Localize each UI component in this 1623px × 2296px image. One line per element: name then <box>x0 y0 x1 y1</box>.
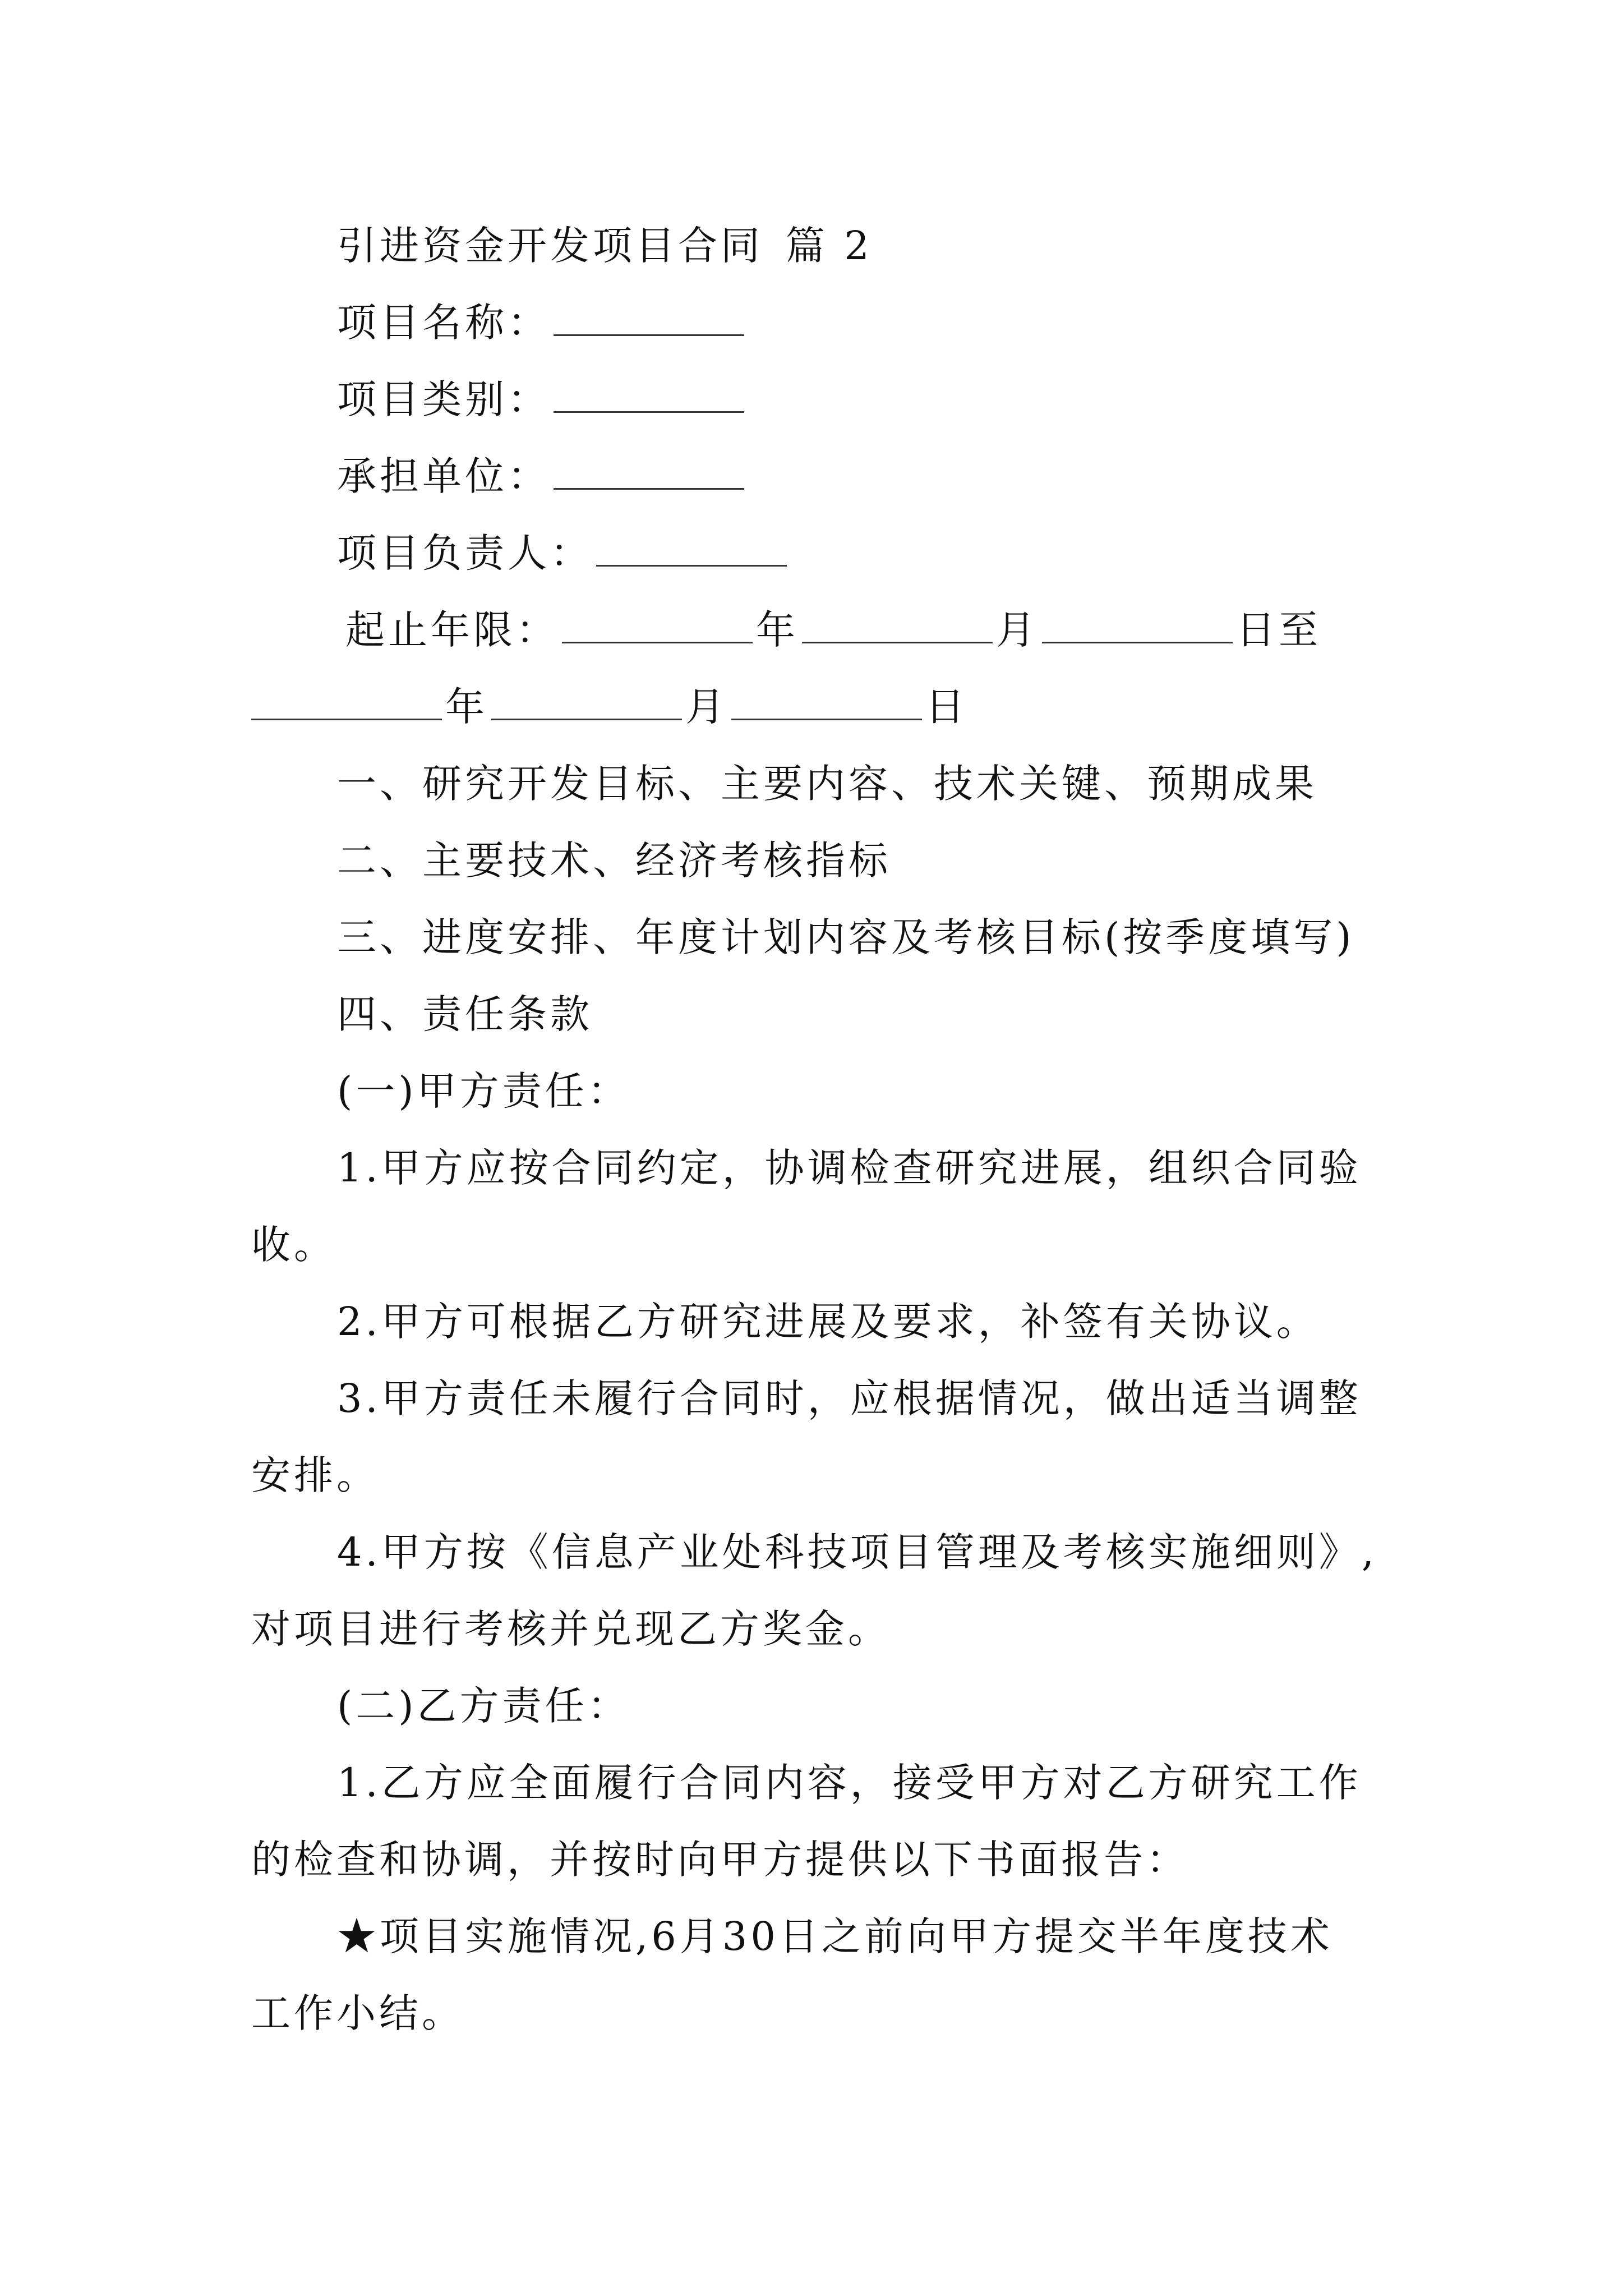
period-year: 年 <box>445 684 488 730</box>
party-a-item-3: 3.甲方责任未履行合同时，应根据情况，做出适当调整 <box>337 1375 1362 1421</box>
party-a-item-4-cont: 对项目进行考核并兑现乙方奖金。 <box>251 1606 891 1652</box>
section-heading-4: 四、责任条款 <box>337 991 593 1037</box>
field-undertaking-unit <box>251 438 1395 515</box>
party-b-item-1: 1.乙方应全面履行合同内容，接受甲方对乙方研究工作 <box>337 1760 1362 1806</box>
party-a-item-4: 4.甲方按《信息产业处科技项目管理及考核实施细则》, <box>337 1529 1378 1575</box>
period-label: 起止年限： <box>345 607 559 653</box>
blank-line <box>731 687 922 720</box>
section-heading-2: 二、主要技术、经济考核指标 <box>337 838 891 884</box>
field-project-category <box>251 361 1395 438</box>
party-b-star-item: ★项目实施情况,6月30日之前向甲方提交半年度技术 <box>337 1913 1333 1959</box>
period-month: 月 <box>996 607 1039 653</box>
period-day-to: 日至 <box>1236 607 1321 653</box>
party-b-star-item-cont: 工作小结。 <box>251 1990 464 2036</box>
period-year: 年 <box>756 607 799 653</box>
field-label: 项目负责人： <box>337 530 593 576</box>
party-a-item-2: 2.甲方可根据乙方研究进展及要求，补签有关协议。 <box>337 1299 1319 1345</box>
blank-line <box>554 303 744 336</box>
period-day: 日 <box>925 684 968 730</box>
field-label: 承担单位： <box>337 453 550 499</box>
section-heading-1: 一、研究开发目标、主要内容、技术关键、预期成果 <box>337 761 1317 807</box>
field-period-line-2 <box>251 669 1395 746</box>
field-project-leader <box>251 515 1395 592</box>
field-period-line-1 <box>251 592 1395 669</box>
blank-line <box>1042 610 1233 643</box>
party-a-heading: (一)甲方责任： <box>337 1068 630 1114</box>
party-b-item-1-cont: 的检查和协调，并按时向甲方提供以下书面报告： <box>251 1837 1189 1883</box>
blank-line <box>562 610 753 643</box>
blank-line <box>251 687 442 720</box>
blank-line <box>596 533 787 567</box>
field-label: 项目类别： <box>337 376 550 422</box>
field-project-name <box>251 284 1395 361</box>
document-body <box>251 208 1395 2052</box>
blank-line <box>802 610 993 643</box>
party-b-heading: (二)乙方责任： <box>337 1683 630 1729</box>
party-a-item-1: 1.甲方应按合同约定，协调检查研究进展，组织合同验 <box>337 1145 1362 1191</box>
party-a-item-3-cont: 安排。 <box>251 1452 379 1498</box>
period-month: 月 <box>685 684 728 730</box>
document-title-line <box>251 208 1395 284</box>
blank-line <box>554 457 744 490</box>
section-heading-3: 三、进度安排、年度计划内容及考核目标(按季度填写) <box>337 914 1355 960</box>
blank-line <box>554 380 744 413</box>
field-label: 项目名称： <box>337 300 550 346</box>
party-a-item-1-cont: 收。 <box>251 1222 336 1268</box>
document-title: 引进资金开发项目合同 <box>337 223 763 269</box>
document-part-label: 篇 2 <box>786 223 873 269</box>
blank-line <box>491 687 682 720</box>
